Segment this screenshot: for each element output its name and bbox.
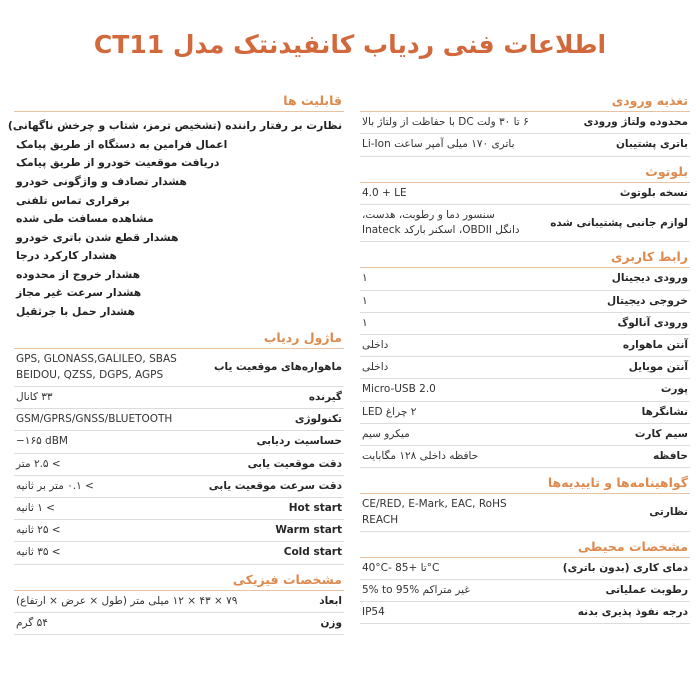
table-row <box>360 579 690 601</box>
table-row <box>14 409 344 431</box>
list-item: برقراری تماس تلفنی <box>16 193 130 207</box>
row-value: > ۲۵ ثانیه <box>16 524 61 537</box>
table-row <box>360 204 690 241</box>
row-label: درجه نفوذ پذیری بدنه <box>577 606 688 619</box>
row-value: ۱ <box>362 294 368 307</box>
row-value: ۵۴ گرم <box>16 616 48 629</box>
table-row <box>360 357 690 379</box>
row-value: GSM/GPRS/GNSS/BLUETOOTH <box>16 413 173 426</box>
section-header-input-power: تغذیه ورودی <box>360 86 690 112</box>
table-row <box>360 401 690 423</box>
row-value: سنسور دما و رطوبت، هدست، دانگل OBDII، اسکنر بارکد Inateck <box>362 208 520 237</box>
table-row <box>14 520 344 542</box>
row-label: حساسیت ردیابی <box>256 435 342 448</box>
section-header-environmental: مشخصات محیطی <box>360 532 690 558</box>
row-value: CE/RED, E-Mark, EAC, RoHS REACH <box>362 498 507 526</box>
row-label: Hot start <box>288 501 342 514</box>
row-label: گیرنده <box>308 390 342 403</box>
section-header-physical: مشخصات فیزیکی <box>14 565 344 591</box>
row-label: محدوده ولتاژ ورودی <box>583 116 688 129</box>
row-value: > ۰.۱ متر بر ثانیه <box>16 479 94 492</box>
page-title: اطلاعات فنی ردیاب کانفیدنتک مدل CT11 <box>93 30 607 59</box>
list-item: هشدار خروج از محدوده <box>16 267 141 281</box>
environmental-table <box>360 558 690 625</box>
row-label: آنتن موبایل <box>628 361 688 374</box>
table-row <box>14 349 344 386</box>
row-label: نشانگرها <box>641 405 688 418</box>
row-value: > ۱ ثانیه <box>16 501 55 514</box>
table-row <box>14 591 344 613</box>
section-header-interface: رابط کاربری <box>360 242 690 268</box>
table-row <box>360 423 690 445</box>
row-value: ۱ <box>362 272 368 285</box>
row-label: لوازم جانبی پشتیبانی شده <box>550 216 688 229</box>
row-value: داخلی <box>362 339 389 351</box>
row-value: −۱۶۵ dBM <box>16 435 68 448</box>
row-label: نظارتی <box>649 505 688 518</box>
row-label: تکنولوژی <box>294 413 342 426</box>
input-power-table <box>360 112 690 156</box>
row-label: دقت موقعیت یابی <box>247 457 342 470</box>
table-row <box>14 453 344 475</box>
row-value: باتری ۱۷۰ میلی آمپر ساعت Li-Ion <box>362 138 515 151</box>
row-value: 5% to 95% غیر متراکم <box>362 583 470 596</box>
row-label: ابعاد <box>319 594 342 607</box>
row-label: خروجی دیجیتال <box>607 294 688 307</box>
content-columns <box>7 86 688 635</box>
row-label: رطوبت عملیاتی <box>605 583 688 596</box>
row-label: دقت سرعت موقعیت یابی <box>208 479 342 492</box>
table-row <box>360 494 690 531</box>
bluetooth-table <box>360 183 690 243</box>
row-label: حافظه <box>653 450 688 463</box>
section-header-bluetooth: بلوتوث <box>360 157 690 183</box>
left-column <box>360 86 690 624</box>
list-item: هشدار حمل با جرثقیل <box>16 304 136 318</box>
row-value: داخلی <box>362 361 389 374</box>
row-label: Cold start <box>283 546 342 559</box>
row-value: GPS, GLONASS,GALILEO, SBAS BEIDOU, QZSS, DGPS, AGPS <box>16 353 177 381</box>
table-row <box>360 290 690 312</box>
table-row <box>14 475 344 497</box>
row-label: آنتن ماهواره <box>622 339 688 351</box>
row-value: > ۲.۵ متر <box>16 457 61 470</box>
table-row <box>14 431 344 453</box>
row-value: میکرو سیم <box>362 427 410 440</box>
row-value: ۳۳ کانال <box>16 390 53 403</box>
row-label: دمای کاری (بدون باتری) <box>562 561 688 574</box>
row-value: حافظه داخلی ۱۲۸ مگابایت <box>362 450 479 463</box>
list-item: هشدار کارکرد درجا <box>16 249 117 263</box>
list-item: اعمال فرامین به دستگاه از طریق پیامک <box>16 137 228 151</box>
list-item: هشدار قطع شدن باتری خودرو <box>16 230 179 244</box>
features-list <box>7 112 344 323</box>
table-row <box>360 183 690 205</box>
row-label: سیم کارت <box>634 427 688 440</box>
table-row <box>360 335 690 357</box>
right-column <box>7 86 344 635</box>
table-row <box>14 542 344 564</box>
table-row <box>360 379 690 401</box>
section-header-certifications: گواهینامه‌ها و تاییدیه‌ها <box>360 468 690 494</box>
table-row <box>360 446 690 468</box>
section-header-tracker-module: ماژول ردیاب <box>14 323 344 349</box>
row-value: 40°C- تا +85°C <box>362 561 440 574</box>
row-label: پورت <box>660 383 688 396</box>
table-row <box>360 134 690 156</box>
row-label: نسخه بلوتوث <box>619 186 688 199</box>
row-value: IP54 <box>362 606 385 619</box>
tracker-module-table <box>14 349 344 564</box>
list-item: هشدار سرعت غیر مجاز <box>16 286 142 300</box>
row-value: ۷۹ × ۴۳ × ۱۲ میلی متر (طول × عرض × ارتفاع) <box>16 594 238 607</box>
row-label: وزن <box>320 616 342 629</box>
table-row <box>14 612 344 634</box>
row-label: Warm start <box>275 524 342 537</box>
certifications-table <box>360 494 690 531</box>
row-value: 4.0 + LE <box>362 186 407 199</box>
row-label: ماهواره‌های موقعیت یاب <box>213 361 342 374</box>
list-item: هشدار تصادف و واژگونی خودرو <box>16 174 187 188</box>
table-row <box>14 497 344 519</box>
table-row <box>360 312 690 334</box>
physical-table <box>14 591 344 635</box>
section-header-features: قابلیت ها <box>14 86 344 112</box>
row-label: ورودی آنالوگ <box>617 316 688 329</box>
row-label: ورودی دیجیتال <box>611 272 688 285</box>
row-value: > ۳۵ ثانیه <box>16 546 61 559</box>
interface-table <box>360 268 690 468</box>
row-value: Micro-USB 2.0 <box>362 383 436 396</box>
table-row <box>360 112 690 134</box>
list-item: دریافت موقعیت خودرو از طریق پیامک <box>16 156 220 170</box>
list-item: نظارت بر رفتار راننده (تشخیص ترمز، شتاب و چرخش ناگهانی) <box>7 119 342 133</box>
list-item: مشاهده مسافت طی شده <box>16 212 154 226</box>
table-row <box>360 602 690 624</box>
row-label: باتری پشتیبان <box>615 138 688 151</box>
row-value: ۶ تا ۳۰ ولت DC با حفاظت از ولتاژ بالا <box>362 116 529 129</box>
row-value: ۱ <box>362 316 368 329</box>
table-row <box>360 268 690 290</box>
table-row <box>360 558 690 580</box>
row-value: ۲ چراغ LED <box>362 405 417 418</box>
table-row <box>14 386 344 408</box>
